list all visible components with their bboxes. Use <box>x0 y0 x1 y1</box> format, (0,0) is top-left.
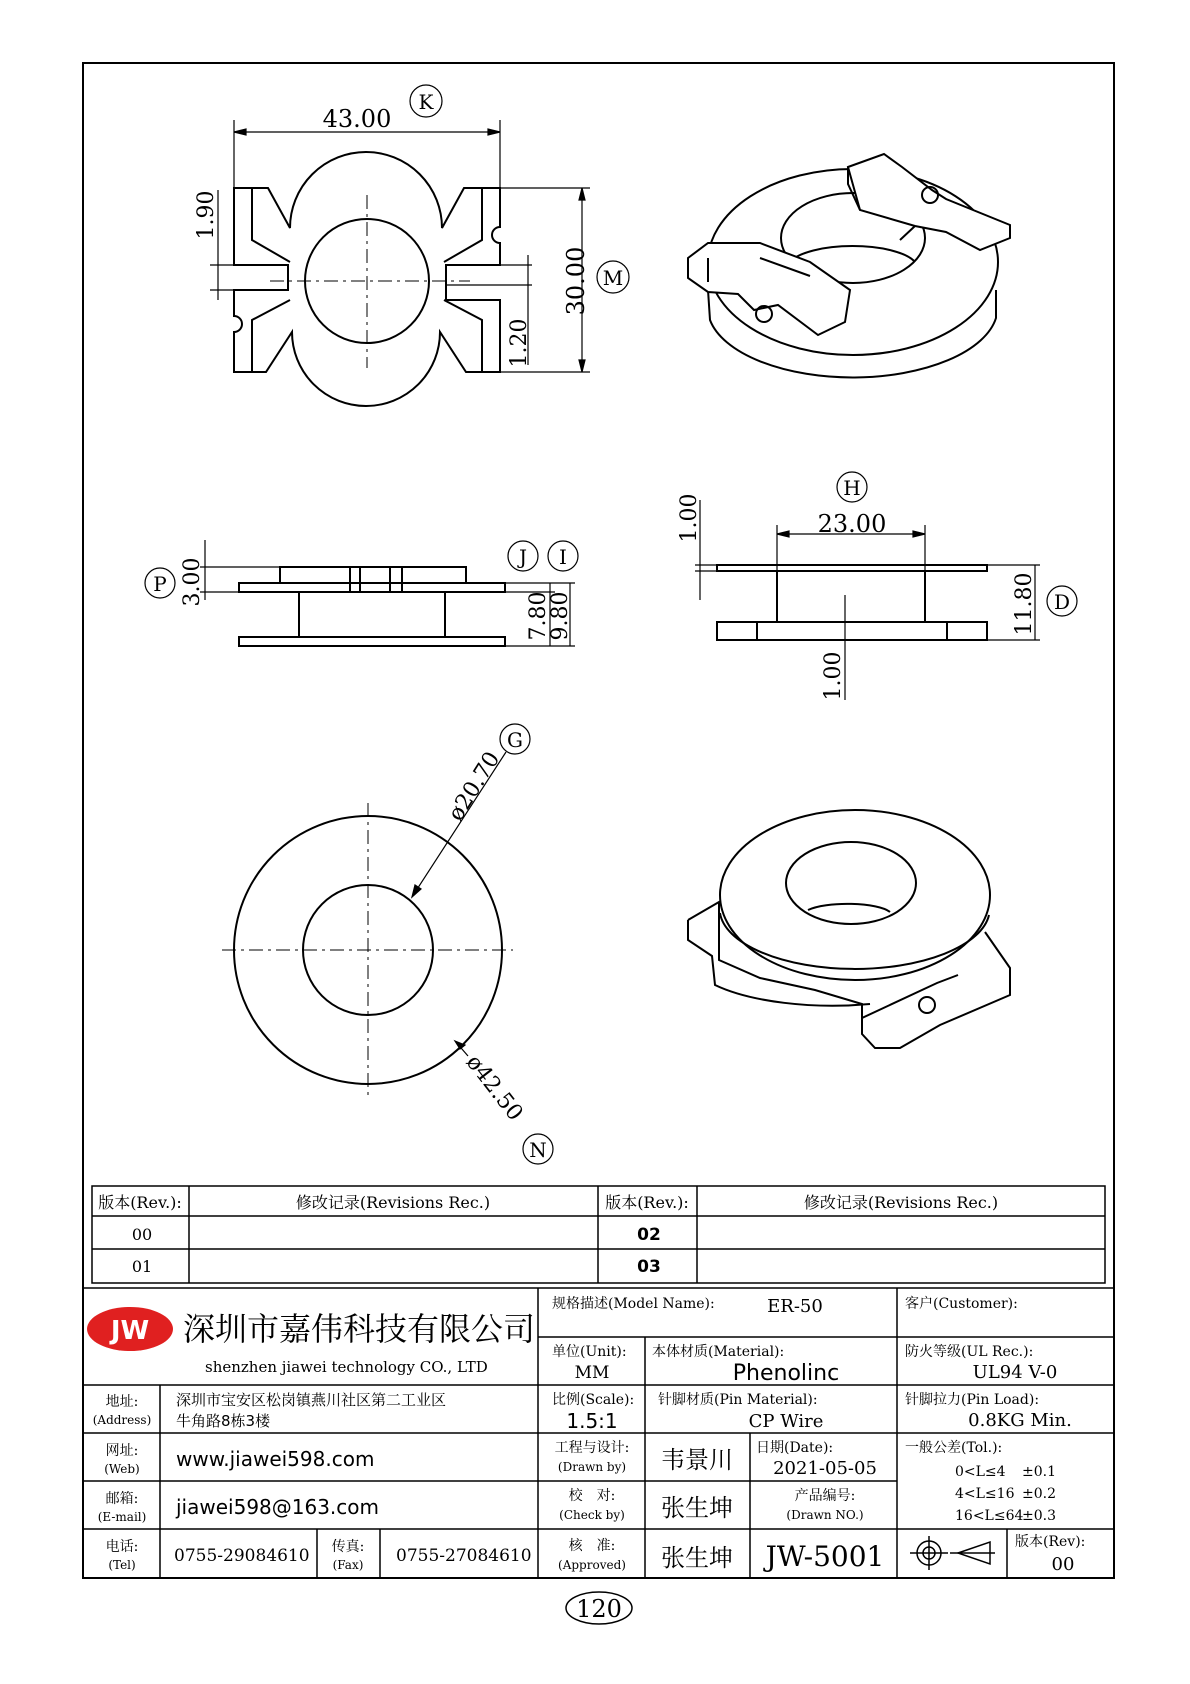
bubble-h-label: H <box>843 476 861 500</box>
check-label-en: (Check by) <box>559 1508 625 1522</box>
rev-row-1-left: 00 <box>131 1225 153 1244</box>
bubble-m-label: M <box>602 266 624 290</box>
dim-gap-top-text: 1.90 <box>194 190 219 240</box>
iso-view-1 <box>688 154 1010 377</box>
ul-label: 防火等级(UL Rec.): <box>905 1344 1034 1360</box>
dim-gap-top <box>210 190 288 300</box>
company-name-cn: 深圳市嘉伟科技有限公司 <box>183 1310 536 1348</box>
email-value: jiawei598@163.com <box>176 1495 380 1519</box>
page-number: 120 <box>576 1595 622 1623</box>
tol-3-value: ±0.3 <box>1022 1508 1056 1524</box>
bubble-i-label: I <box>559 545 567 569</box>
drawn-label-en: (Drawn by) <box>557 1460 627 1474</box>
tel-label-en: (Tel) <box>108 1558 136 1572</box>
tol-3-range: 16<L≤64 <box>955 1508 1024 1524</box>
drawn-no-label-cn: 产品编号: <box>794 1488 856 1504</box>
dim-d-text: 11.80 <box>1012 572 1037 636</box>
tel-label-cn: 电话: <box>105 1539 139 1555</box>
web-value: www.jiawei598.com <box>176 1447 375 1471</box>
side-view <box>239 567 505 646</box>
address-line-1: 深圳市宝安区松岗镇燕川社区第二工业区 <box>176 1391 447 1409</box>
fax-label-cn: 传真: <box>331 1539 365 1555</box>
rev-row-2-right: 03 <box>637 1257 661 1277</box>
front-view <box>717 565 987 640</box>
rev-value: 00 <box>1051 1554 1075 1575</box>
dim-n-text: ø42.50 <box>460 1050 528 1126</box>
address-label-cn: 地址: <box>105 1394 139 1410</box>
address-label-en: (Address) <box>92 1413 152 1427</box>
dim-i-text: 9.80 <box>548 591 573 641</box>
ul-value: UL94 V-0 <box>972 1362 1058 1383</box>
tol-label: 一般公差(Tol.): <box>905 1440 1003 1456</box>
rev-header-left: 版本(Rev.): <box>98 1193 182 1212</box>
scale-label: 比例(Scale): <box>552 1392 635 1408</box>
bubble-k-label: K <box>418 90 434 114</box>
rev-row-1-right: 02 <box>637 1225 661 1245</box>
fax-label-en: (Fax) <box>332 1558 364 1572</box>
material-value: Phenolinc <box>732 1361 840 1386</box>
model-value: ER-50 <box>767 1296 823 1317</box>
date-value: 2021-05-05 <box>773 1458 877 1479</box>
dim-k-width-text: 43.00 <box>322 105 392 133</box>
approved-value: 张生坤 <box>661 1544 733 1572</box>
model-label: 规格描述(Model Name): <box>552 1296 715 1312</box>
tol-2-range: 4<L≤16 <box>955 1486 1015 1502</box>
pin-material-label: 针脚材质(Pin Material): <box>658 1392 818 1408</box>
pin-load-value: 0.8KG Min. <box>968 1410 1072 1431</box>
unit-value: MM <box>574 1363 610 1383</box>
web-label-cn: 网址: <box>105 1443 139 1459</box>
drawn-no-label-en: (Drawn NO.) <box>786 1508 864 1522</box>
bubble-j-label: J <box>518 545 528 569</box>
drawing-number: JW-5001 <box>765 1540 885 1573</box>
rec-header-left: 修改记录(Revisions Rec.) <box>295 1193 491 1212</box>
bubble-g-label: G <box>507 728 523 752</box>
dim-h-text: 23.00 <box>817 510 887 538</box>
pin-material-value: CP Wire <box>748 1411 824 1432</box>
plan-view-centerlines <box>222 803 513 1095</box>
material-label: 本体材质(Material): <box>652 1344 785 1360</box>
dim-g-text: ø20.70 <box>443 747 506 826</box>
web-label-en: (Web) <box>104 1462 140 1476</box>
customer-label: 客户(Customer): <box>905 1296 1018 1312</box>
scale-value: 1.5:1 <box>566 1409 618 1433</box>
check-label-cn: 校 对: <box>568 1488 616 1504</box>
date-label: 日期(Date): <box>756 1440 834 1456</box>
tol-2-value: ±0.2 <box>1022 1486 1056 1502</box>
address-line-2: 牛角路8栋3楼 <box>176 1412 271 1430</box>
rec-header-right: 修改记录(Revisions Rec.) <box>803 1193 999 1212</box>
fax-value: 0755-27084610 <box>396 1546 532 1566</box>
drawn-label-cn: 工程与设计: <box>554 1440 630 1456</box>
dim-p-text: 3.00 <box>180 557 205 607</box>
dim-m-height-text: 30.00 <box>562 246 590 316</box>
approved-label-en: (Approved) <box>558 1558 626 1572</box>
tol-1-range: 0<L≤4 <box>955 1464 1006 1480</box>
dim-top-flange-text: 1.00 <box>677 493 702 543</box>
projection-symbol-icon <box>910 1536 995 1570</box>
bubble-p-label: P <box>153 572 167 596</box>
rev-label: 版本(Rev): <box>1015 1534 1086 1550</box>
dim-bottom-flange-text: 1.00 <box>821 651 846 701</box>
drawn-value: 韦景川 <box>661 1446 733 1474</box>
company-logo <box>87 1307 173 1351</box>
iso-view-2 <box>688 810 1010 1048</box>
rev-header-right: 版本(Rev.): <box>605 1193 689 1212</box>
bubble-n-label: N <box>529 1138 547 1162</box>
rev-row-2-left: 01 <box>131 1257 153 1276</box>
tel-value: 0755-29084610 <box>174 1546 310 1566</box>
dim-j-text: 7.80 <box>526 591 551 641</box>
company-name-en: shenzhen jiawei technology CO., LTD <box>205 1358 488 1376</box>
email-label-en: (E-mail) <box>97 1510 147 1524</box>
email-label-cn: 邮箱: <box>105 1491 139 1507</box>
approved-label-cn: 核 准: <box>568 1538 616 1554</box>
unit-label: 单位(Unit): <box>552 1344 627 1360</box>
dim-gap-bottom-text: 1.20 <box>507 318 532 368</box>
logo-text: JW <box>110 1316 150 1346</box>
bubble-d-label: D <box>1053 590 1071 614</box>
tol-1-value: ±0.1 <box>1022 1464 1056 1480</box>
check-value: 张生坤 <box>661 1494 733 1522</box>
pin-load-label: 针脚拉力(Pin Load): <box>905 1392 1040 1408</box>
